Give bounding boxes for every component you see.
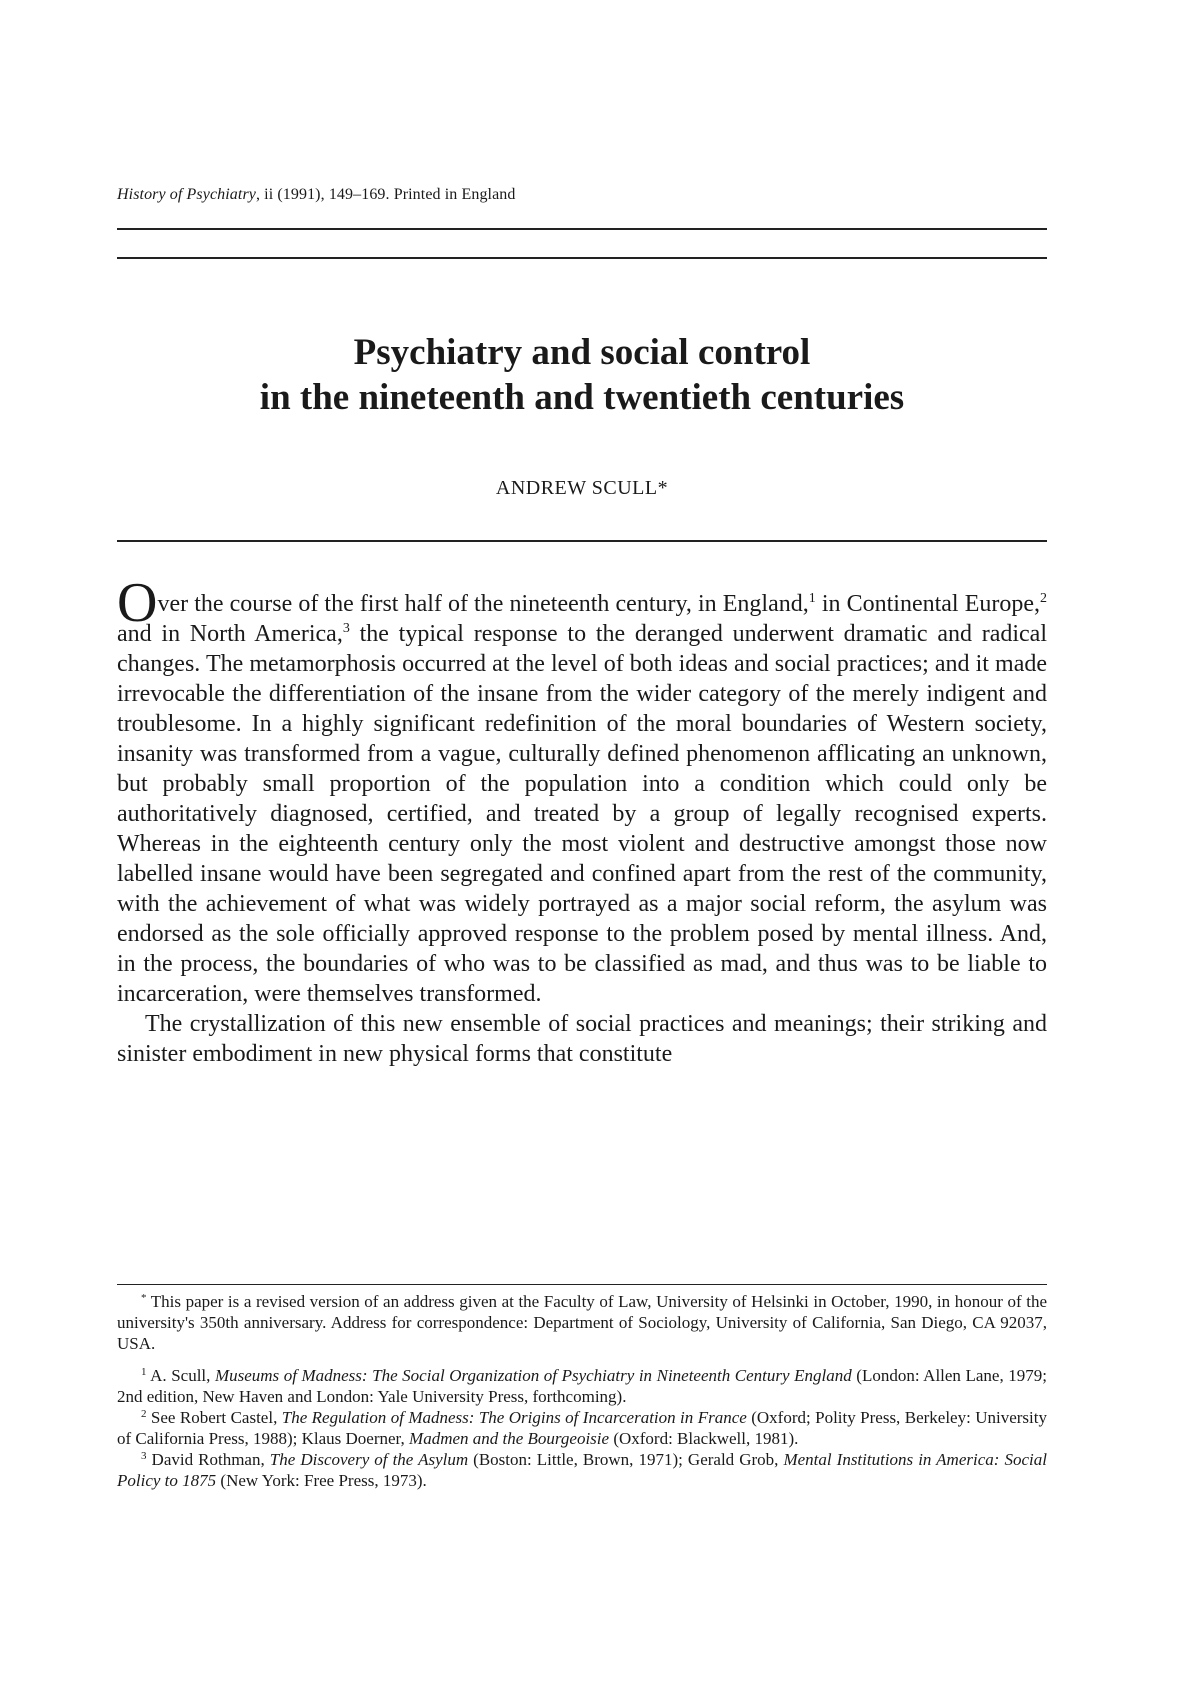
- author-rule: [117, 540, 1047, 542]
- header-rule-top: [117, 228, 1047, 230]
- footnote-3-text-a: David Rothman,: [146, 1450, 270, 1469]
- author-name: ANDREW SCULL*: [495, 477, 669, 499]
- paragraph-1-text-c: and in North America,: [117, 621, 343, 647]
- footnote-1-mark: 1: [141, 1366, 147, 1378]
- footnote-3-text-b: (Boston: Little, Brown, 1971); Gerald Grob,: [468, 1450, 784, 1469]
- footnote-2-title-1: The Regulation of Madness: The Origins of Incarceration in France: [281, 1408, 747, 1427]
- body-text: [117, 572, 1048, 1069]
- footnote-1-title: Museums of Madness: The Social Organization of Psychiatry in Nineteenth Century England: [214, 1366, 852, 1385]
- title-line-1: Psychiatry and social control: [353, 332, 811, 373]
- journal-name: History of Psychiatry: [117, 186, 256, 203]
- footnote-ref-3: 3: [342, 621, 350, 636]
- drop-cap: O: [117, 572, 158, 634]
- footnote-3-text-c: (New York: Free Press, 1973).: [216, 1471, 427, 1490]
- footnote-2-text-a: See Robert Castel,: [146, 1408, 282, 1427]
- footnote-2: [117, 1407, 1047, 1449]
- footnote-1-text-a: A. Scull,: [146, 1366, 215, 1385]
- footnote-3-mark: 3: [141, 1450, 147, 1462]
- footnote-ref-2: 2: [1040, 591, 1047, 606]
- footnote-1-text-b: (London: Allen Lane, 1979; 2nd edition, New Haven and London: Yale University Press, forthcoming).: [117, 1366, 1047, 1406]
- footnote-2-title-2: Madmen and the Bourgeoisie: [409, 1429, 610, 1448]
- footnotes: [117, 1291, 1047, 1491]
- journal-citation: , ii (1991), 149–169. Printed in England: [255, 186, 516, 203]
- footnote-star: [117, 1291, 1047, 1354]
- footnote-ref-1: 1: [808, 591, 816, 606]
- footnote-star-text: This paper is a revised version of an address given at the Faculty of Law, University of Helsinki in October, 1990, in honour of the university's 350th anniversary. Address for correspondence: Department of Sociology, University of California, San Diego, CA 92037, USA.: [117, 1292, 1047, 1353]
- running-header: [117, 186, 516, 204]
- footnote-1: [117, 1365, 1047, 1407]
- footnote-2-text-c: (Oxford: Blackwell, 1981).: [609, 1429, 799, 1448]
- header-rule-bottom: [117, 257, 1047, 259]
- footnote-3-title-2: Mental Institutions in America: Social Policy to 1875: [117, 1450, 1047, 1490]
- footnote-2-text-b: (Oxford; Polity Press, Berkeley: University of California Press, 1988); Klaus Doerner,: [117, 1408, 1047, 1448]
- paragraph-1: [117, 572, 1048, 1009]
- footnote-3: [117, 1449, 1047, 1491]
- paragraph-1-text-a: ver the course of the first half of the nineteenth century, in England,: [157, 591, 809, 617]
- paragraph-1-text-b: in Continental Europe,: [815, 591, 1040, 617]
- footnote-star-mark: *: [141, 1292, 147, 1304]
- footnote-2-mark: 2: [141, 1408, 147, 1420]
- paragraph-2: The crystallization of this new ensemble of social practices and meanings; their striking and sinister embodiment in new physical forms that constitute: [117, 1011, 1047, 1067]
- title-line-2: in the nineteenth and twentieth centuries: [259, 377, 905, 418]
- footnote-3-title-1: The Discovery of the Asylum: [269, 1450, 469, 1469]
- footnote-rule: [117, 1284, 1047, 1285]
- paragraph-1-text-d: the typical response to the deranged underwent dramatic and radical changes. The metamorphosis occurred at the level of both ideas and social practices; and it made irrevocable the differentiation of the insane from the wider category of the merely indigent and troublesome. In a highly significant redefinition of the moral boundaries of Western society, insanity was transformed from a vague, culturally defined phenomenon afflicating an unknown, but probably small proportion of the population into a condition which could only be authoritatively diagnosed, certified, and treated by a group of legally recognised experts. Whereas in the eighteenth century only the most violent and destructive amongst those now labelled insane would have been segregated and confined apart from the rest of the community, with the achievement of what was widely portrayed as a major social reform, the asylum was endorsed as the sole officially approved response to the problem posed by mental illness. And, in the process, the boundaries of who was to be classified as mad, and thus was to be liable to incarceration, were themselves transformed.: [117, 621, 1048, 1007]
- article-title: [117, 330, 1047, 420]
